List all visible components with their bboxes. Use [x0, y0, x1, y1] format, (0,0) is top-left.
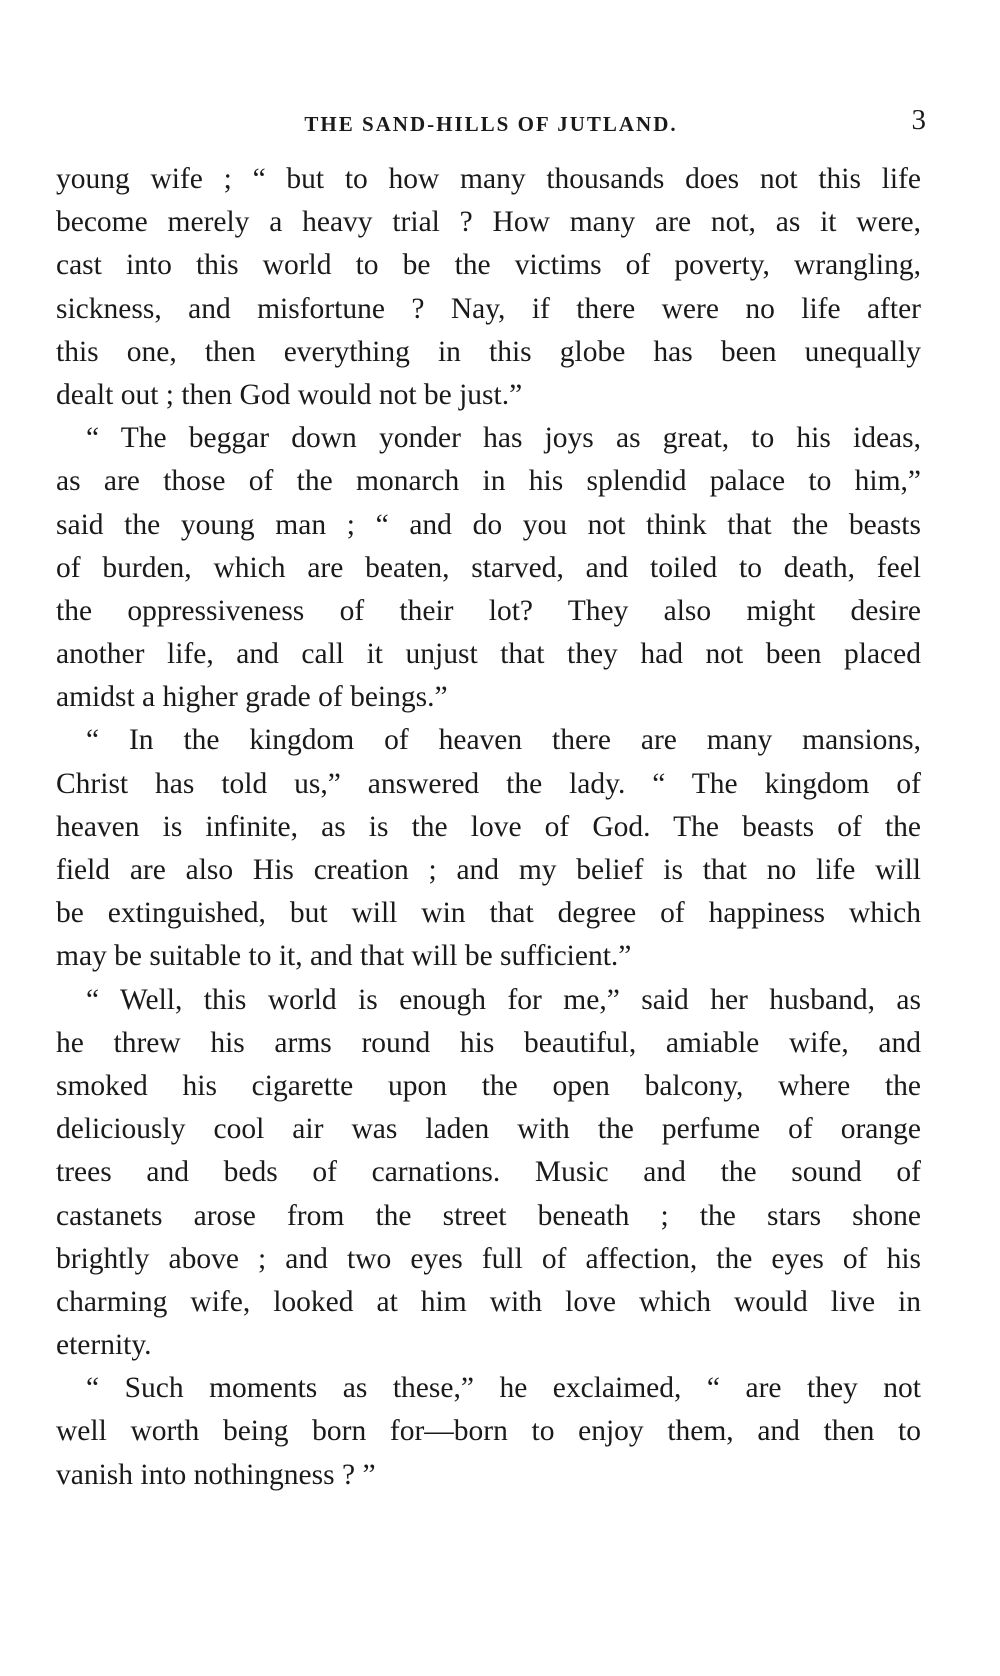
text-line: cast into this world to be the victims of poverty, wrangling, [56, 249, 921, 282]
text-line: be extinguished, but will win that degree of happiness which [56, 897, 921, 930]
text-line: of burden, which are beaten, starved, and toiled to death, feel [56, 551, 921, 584]
text-line: become merely a heavy trial ? How many are not, as it were, [56, 206, 921, 239]
text-line: eternity. [56, 1329, 152, 1362]
text-line: “ Well, this world is enough for me,” said her husband, as [86, 983, 921, 1016]
page-header [56, 104, 926, 144]
running-title: THE SAND-HILLS OF JUTLAND. [304, 112, 678, 136]
text-line: “ The beggar down yonder has joys as great, to his ideas, [86, 422, 921, 455]
text-line: this one, then everything in this globe has been unequally [56, 335, 921, 368]
page-number: 3 [911, 104, 926, 136]
text-line: as are those of the monarch in his splendid palace to him,” [56, 465, 921, 498]
paragraph [56, 1367, 921, 1497]
paragraph [56, 979, 921, 1368]
paragraph [56, 158, 921, 417]
text-line: young wife ; “ but to how many thousands does not this life [56, 163, 921, 195]
text-line: smoked his cigarette upon the open balcony, where the [56, 1069, 921, 1102]
text-line: “ In the kingdom of heaven there are many mansions, [86, 724, 921, 757]
text-line: vanish into nothingness ? ” [56, 1458, 376, 1491]
text-line: another life, and call it unjust that they had not been placed [56, 638, 921, 671]
text-line: may be suitable to it, and that will be sufficient.” [56, 940, 632, 973]
text-line: “ Such moments as these,” he exclaimed, “ are they not [86, 1372, 921, 1405]
text-line: deliciously cool air was laden with the perfume of orange [56, 1113, 921, 1146]
paragraph [56, 719, 921, 978]
text-line: trees and beds of carnations. Music and the sound of [56, 1156, 921, 1189]
paragraph [56, 417, 921, 719]
text-line: dealt out ; then God would not be just.” [56, 378, 523, 411]
text-line: brightly above ; and two eyes full of affection, the eyes of his [56, 1242, 921, 1275]
text-line: charming wife, looked at him with love which would live in [56, 1285, 921, 1318]
text-line: sickness, and misfortune ? Nay, if there were no life after [56, 292, 921, 325]
text-line: he threw his arms round his beautiful, amiable wife, and [56, 1026, 921, 1059]
text-line: well worth being born for—born to enjoy them, and then to [56, 1415, 921, 1448]
text-line: Christ has told us,” answered the lady. “ The kingdom of [56, 767, 921, 800]
text-line: amidst a higher grade of beings.” [56, 681, 448, 714]
text-line: heaven is infinite, as is the love of God. The beasts of the [56, 810, 921, 843]
text-line: field are also His creation ; and my belief is that no life will [56, 854, 921, 886]
body-text [56, 158, 921, 1497]
text-line: said the young man ; “ and do you not think that the beasts [56, 508, 921, 541]
text-line: the oppressiveness of their lot? They also might desire [56, 594, 921, 627]
text-line: castanets arose from the street beneath ; the stars shone [56, 1199, 921, 1232]
